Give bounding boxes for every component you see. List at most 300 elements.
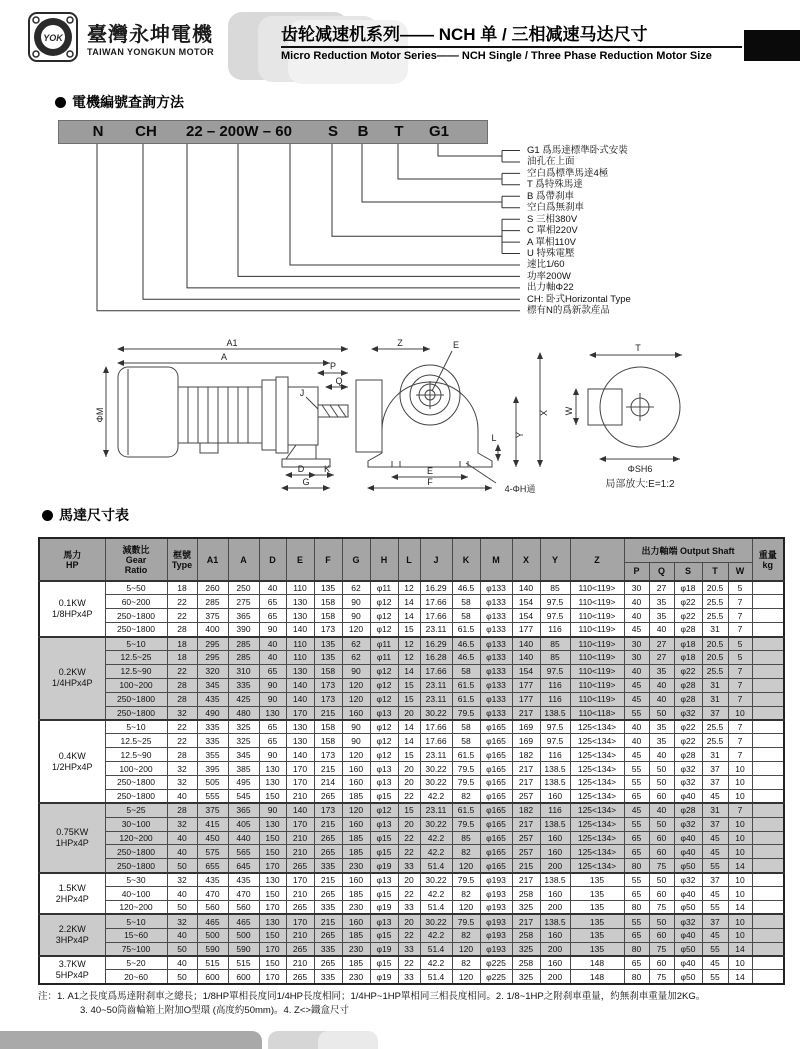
dimension-cell: 40 xyxy=(624,595,649,609)
dimension-cell: 138.5 xyxy=(540,914,570,928)
dimension-cell: 30 xyxy=(624,650,649,664)
dimension-cell: 65 xyxy=(259,734,286,748)
dimension-cell: 37 xyxy=(702,706,728,720)
dimension-cell: 7 xyxy=(728,803,752,817)
dimension-cell: 22 xyxy=(398,845,420,859)
dimension-cell: 55 xyxy=(702,859,728,873)
dimension-cell: 325 xyxy=(228,734,259,748)
dimension-cell: 42.2 xyxy=(420,928,452,942)
dimension-cell xyxy=(752,678,784,692)
dimension-cell: 65 xyxy=(259,664,286,678)
bullet-icon xyxy=(42,510,53,521)
dimension-cell: φ133 xyxy=(480,706,512,720)
dimension-drawings xyxy=(0,335,800,500)
dimension-cell: 75 xyxy=(649,970,674,984)
dimension-cell xyxy=(752,942,784,956)
dimension-cell: 140 xyxy=(286,678,314,692)
dimension-cell: 51.4 xyxy=(420,859,452,873)
model-code-segment: CH xyxy=(135,123,157,140)
dimension-cell: 335 xyxy=(314,900,342,914)
dimension-cell: 495 xyxy=(228,775,259,789)
dimension-cell: 120 xyxy=(452,859,480,873)
dimension-cell: 185 xyxy=(342,845,370,859)
dimension-cell: 58 xyxy=(452,734,480,748)
dimension-cell: 140 xyxy=(286,803,314,817)
dimension-cell: 214 xyxy=(314,775,342,789)
dimension-cell xyxy=(752,928,784,942)
dimension-cell: 80 xyxy=(624,859,649,873)
dimension-cell: 35 xyxy=(649,734,674,748)
dimension-cell: 215 xyxy=(314,817,342,831)
dimension-cell: 285 xyxy=(228,650,259,664)
table-row xyxy=(39,595,784,609)
dimension-cell: 14 xyxy=(728,859,752,873)
dimension-cell: φ28 xyxy=(674,623,702,637)
dimension-cell: 22 xyxy=(398,928,420,942)
dimension-cell: 23.11 xyxy=(420,748,452,762)
dimension-cell: 20~60 xyxy=(105,970,167,984)
dimension-cell: 79.5 xyxy=(452,706,480,720)
dimension-cell: 169 xyxy=(512,720,540,734)
dimension-cell: 257 xyxy=(512,831,540,845)
dim-label-d: D xyxy=(297,464,305,474)
dimension-cell: 295 xyxy=(197,637,228,651)
dimension-cell: 210 xyxy=(286,928,314,942)
dimension-cell: 130 xyxy=(286,664,314,678)
dimension-cell: 125<134> xyxy=(570,720,624,734)
dimension-cell: 37 xyxy=(702,817,728,831)
dimension-cell: 10 xyxy=(728,956,752,970)
dimension-cell: 173 xyxy=(314,623,342,637)
dimension-cell: 40 xyxy=(649,748,674,762)
dimension-cell: 130 xyxy=(259,706,286,720)
dimension-cell: 40 xyxy=(167,789,197,803)
dim-label-t: T xyxy=(635,343,641,353)
dimension-cell: 160 xyxy=(342,775,370,789)
dimension-cell: 560 xyxy=(228,900,259,914)
dimension-cell xyxy=(752,706,784,720)
table-row xyxy=(39,664,784,678)
dimension-cell xyxy=(752,748,784,762)
dimension-cell: φ133 xyxy=(480,678,512,692)
dimension-cell: 50 xyxy=(649,914,674,928)
dimension-cell: 345 xyxy=(197,678,228,692)
dimension-cell: 7 xyxy=(728,623,752,637)
dimension-cell: 230 xyxy=(342,942,370,956)
dimension-cell xyxy=(752,623,784,637)
dimension-cell: 18 xyxy=(167,650,197,664)
dim-label-hole: 4-ΦH通 xyxy=(504,484,536,494)
dimension-cell: 465 xyxy=(228,914,259,928)
dimension-cell: 125<134> xyxy=(570,762,624,776)
dimension-cell: 120~200 xyxy=(105,900,167,914)
dimension-cell: 116 xyxy=(540,692,570,706)
dimension-cell: 116 xyxy=(540,748,570,762)
dimension-cell: 16.29 xyxy=(420,581,452,595)
title-divider xyxy=(281,46,742,48)
dimension-cell: 210 xyxy=(286,887,314,901)
dimension-cell: 61.5 xyxy=(452,803,480,817)
dimension-cell: 185 xyxy=(342,928,370,942)
dimension-cell: 215 xyxy=(314,706,342,720)
dimension-cell: φ19 xyxy=(370,859,398,873)
dimension-cell: 27 xyxy=(649,637,674,651)
dimension-cell: 260 xyxy=(197,581,228,595)
dimension-cell: 31 xyxy=(702,692,728,706)
table-row xyxy=(39,845,784,859)
dimension-cell: φ165 xyxy=(480,817,512,831)
dimension-cell: 23.11 xyxy=(420,803,452,817)
model-code-segment: 22 – 200W – 60 xyxy=(186,123,292,140)
table-row xyxy=(39,692,784,706)
dimension-cell: 18 xyxy=(167,581,197,595)
dimension-cell: 51.4 xyxy=(420,942,452,956)
dimension-cell: 82 xyxy=(452,887,480,901)
dimension-cell: φ40 xyxy=(674,831,702,845)
dimension-cell: 20 xyxy=(398,706,420,720)
dimension-cell: 160 xyxy=(540,831,570,845)
dimension-cell: 40 xyxy=(624,609,649,623)
dimension-cell: 50 xyxy=(167,970,197,984)
dimension-cell: 395 xyxy=(197,762,228,776)
dimension-cell: 40 xyxy=(624,734,649,748)
dimension-cell: 150 xyxy=(259,956,286,970)
table-row xyxy=(39,581,784,595)
dimension-cell: 28 xyxy=(167,803,197,817)
dimension-cell: 90 xyxy=(259,623,286,637)
dimension-cell: 125<134> xyxy=(570,803,624,817)
dimension-cell: 31 xyxy=(702,678,728,692)
dimension-cell: 51.4 xyxy=(420,900,452,914)
footnotes xyxy=(38,990,788,1018)
header-black-tab xyxy=(744,30,800,61)
dimension-cell: 14 xyxy=(398,664,420,678)
model-code-segment: B xyxy=(357,123,369,140)
col-header-type: 框號 Type xyxy=(167,538,197,581)
footer-banner-echo xyxy=(318,1031,378,1049)
dimension-cell: φ40 xyxy=(674,887,702,901)
dimension-cell: φ193 xyxy=(480,873,512,887)
dimension-cell: 65 xyxy=(259,720,286,734)
dimension-cell xyxy=(752,581,784,595)
dimension-cell: φ133 xyxy=(480,650,512,664)
power-group-cell: 0.4KW 1/2HPx4P xyxy=(39,720,105,803)
dimension-cell: 20 xyxy=(398,873,420,887)
dimension-cell: φ18 xyxy=(674,650,702,664)
dimension-cell: 250~1800 xyxy=(105,789,167,803)
dimension-cell: 45 xyxy=(702,928,728,942)
dimension-cell: 85 xyxy=(540,650,570,664)
dimension-cell: 17.66 xyxy=(420,595,452,609)
dimension-cell: 590 xyxy=(228,942,259,956)
table-row xyxy=(39,678,784,692)
col-header-dim: Y xyxy=(540,538,570,581)
dimension-cell: 215 xyxy=(512,859,540,873)
dimension-cell: 500 xyxy=(197,928,228,942)
col-header-dim: M xyxy=(480,538,512,581)
legend-item: 空白爲無刹車 xyxy=(527,202,585,214)
dimension-cell: 116 xyxy=(540,678,570,692)
dimension-cell: 515 xyxy=(228,956,259,970)
dimension-cell: 20 xyxy=(398,817,420,831)
power-group-cell: 1.5KW 2HPx4P xyxy=(39,873,105,915)
table-row xyxy=(39,873,784,887)
dimension-cell: 7 xyxy=(728,734,752,748)
dimension-cell: 79.5 xyxy=(452,762,480,776)
dimension-cell: 160 xyxy=(540,956,570,970)
dimension-cell: φ165 xyxy=(480,734,512,748)
dimension-cell: 435 xyxy=(228,873,259,887)
dimension-cell: φ15 xyxy=(370,928,398,942)
dimension-cell: 45 xyxy=(624,678,649,692)
dimension-cell xyxy=(752,914,784,928)
legend-item: B 爲帶刹車 xyxy=(527,190,574,202)
dimension-cell: φ11 xyxy=(370,637,398,651)
dimension-cell: φ13 xyxy=(370,775,398,789)
dimension-cell: 45 xyxy=(624,748,649,762)
dimension-cell: 79.5 xyxy=(452,775,480,789)
dimension-cell: 335 xyxy=(197,720,228,734)
power-group-cell: 0.1KW 1/8HPx4P xyxy=(39,581,105,637)
dimension-cell: 25.5 xyxy=(702,734,728,748)
dimension-cell: φ32 xyxy=(674,914,702,928)
dimension-cell: φ11 xyxy=(370,581,398,595)
dimension-cell: 575 xyxy=(197,845,228,859)
dimension-cell: 7 xyxy=(728,692,752,706)
dim-label-e-bot: E xyxy=(426,466,434,476)
dimension-cell: 42.2 xyxy=(420,845,452,859)
dimension-cell: 110 xyxy=(286,650,314,664)
dimension-cell: 33 xyxy=(398,970,420,984)
dimension-cell: 45 xyxy=(624,623,649,637)
dimension-cell: 85 xyxy=(540,581,570,595)
dimension-cell: 170 xyxy=(259,970,286,984)
dimension-cell: φ133 xyxy=(480,595,512,609)
dimension-cell: 138.5 xyxy=(540,817,570,831)
dimension-cell: 55 xyxy=(702,970,728,984)
dimension-cell: 40 xyxy=(624,720,649,734)
dimension-cell: φ22 xyxy=(674,609,702,623)
table-row xyxy=(39,831,784,845)
dimension-cell: 110<119> xyxy=(570,664,624,678)
dimension-cell: φ165 xyxy=(480,789,512,803)
dimension-cell: φ13 xyxy=(370,706,398,720)
dimension-cell: φ15 xyxy=(370,845,398,859)
dimension-cell: 65 xyxy=(259,609,286,623)
dimension-cell: 215 xyxy=(314,914,342,928)
dimension-cell: 35 xyxy=(649,609,674,623)
dimension-cell: 33 xyxy=(398,900,420,914)
table-row xyxy=(39,900,784,914)
dimension-cell: 40 xyxy=(649,803,674,817)
dimension-cell: 345 xyxy=(228,748,259,762)
dimension-cell: 97.5 xyxy=(540,609,570,623)
col-header-dim: D xyxy=(259,538,286,581)
dimension-cell: φ22 xyxy=(674,664,702,678)
dimension-cell: 135 xyxy=(314,650,342,664)
dimension-cell: 130 xyxy=(286,720,314,734)
dimension-cell: 23.11 xyxy=(420,692,452,706)
dimension-cell: 250~1800 xyxy=(105,845,167,859)
dimension-cell: 158 xyxy=(314,734,342,748)
dimension-cell: 185 xyxy=(342,887,370,901)
dimension-cell: 32 xyxy=(167,914,197,928)
dimension-cell: φ133 xyxy=(480,664,512,678)
dimension-cell: 45 xyxy=(702,789,728,803)
dimension-cell: 116 xyxy=(540,623,570,637)
dimension-cell: 55 xyxy=(624,817,649,831)
dimension-cell: 14 xyxy=(398,734,420,748)
dimension-cell: 110<118> xyxy=(570,706,624,720)
dimension-cell: 28 xyxy=(167,748,197,762)
power-group-cell: 0.2KW 1/4HPx4P xyxy=(39,637,105,720)
dimension-cell: 435 xyxy=(197,692,228,706)
dimension-cell: 80 xyxy=(624,942,649,956)
table-row xyxy=(39,970,784,984)
dimension-cell: 335 xyxy=(197,734,228,748)
legend-item: 空白爲標準馬達4極 xyxy=(527,167,609,179)
dimension-cell: 31 xyxy=(702,803,728,817)
dimension-cell: 138.5 xyxy=(540,706,570,720)
dimension-cell: 217 xyxy=(512,706,540,720)
dimension-cell: 90 xyxy=(259,692,286,706)
section-heading-label: 電機編號查詢方法 xyxy=(72,94,184,110)
dimension-cell: 30.22 xyxy=(420,817,452,831)
dimension-cell: 7 xyxy=(728,720,752,734)
dimension-cell: 12 xyxy=(398,637,420,651)
dimension-cell: 325 xyxy=(512,970,540,984)
table-row xyxy=(39,928,784,942)
page-title: 齿轮减速机系列—— NCH 单 / 三相减速马达尺寸 xyxy=(281,25,648,44)
dimension-cell: 58 xyxy=(452,595,480,609)
dimension-cell: 160 xyxy=(540,887,570,901)
dimension-cell: 435 xyxy=(197,873,228,887)
dimension-cell: 7 xyxy=(728,595,752,609)
dimension-cell: 320 xyxy=(197,664,228,678)
table-row xyxy=(39,748,784,762)
dimension-cell: 160 xyxy=(342,706,370,720)
dimension-cell: 14 xyxy=(398,609,420,623)
dimension-cell: 230 xyxy=(342,900,370,914)
dimension-cell: 210 xyxy=(286,845,314,859)
col-header-dim: A1 xyxy=(197,538,228,581)
dimension-cell: 37 xyxy=(702,775,728,789)
dimension-cell: 40 xyxy=(649,623,674,637)
dim-label-x: X xyxy=(539,409,549,417)
dimension-cell: 12.5~90 xyxy=(105,748,167,762)
dimension-cell: 470 xyxy=(228,887,259,901)
dimension-cell: 22 xyxy=(398,789,420,803)
dimension-cell: 135 xyxy=(314,637,342,651)
dimension-cell: 158 xyxy=(314,609,342,623)
dimension-cell: 170 xyxy=(259,900,286,914)
col-header-dim: J xyxy=(420,538,452,581)
dimension-cell: 85 xyxy=(540,637,570,651)
dimension-cell: φ40 xyxy=(674,928,702,942)
table-row xyxy=(39,734,784,748)
dimension-cell: 110<119> xyxy=(570,609,624,623)
dimension-cell: 265 xyxy=(286,942,314,956)
dimension-cell: 12 xyxy=(398,650,420,664)
dimension-cell: 138.5 xyxy=(540,762,570,776)
dimension-cell: 470 xyxy=(197,887,228,901)
legend-item: A 單相110V xyxy=(527,236,576,248)
dimension-cell: 450 xyxy=(197,831,228,845)
dimension-cell: 60~200 xyxy=(105,595,167,609)
dimension-cell: 120 xyxy=(342,623,370,637)
dimension-cell: φ12 xyxy=(370,664,398,678)
col-header-shaft: P xyxy=(624,562,649,581)
dimension-cell: 60 xyxy=(649,956,674,970)
dimension-cell: 125<134> xyxy=(570,775,624,789)
table-row xyxy=(39,775,784,789)
dimension-cell: 5~30 xyxy=(105,873,167,887)
dimension-cell: 217 xyxy=(512,914,540,928)
dimension-cell: 265 xyxy=(314,845,342,859)
dimension-cell: 15~60 xyxy=(105,928,167,942)
legend-item: C 單相220V xyxy=(527,225,578,237)
dimension-cell: 17.66 xyxy=(420,609,452,623)
dim-label-g: G xyxy=(302,477,310,487)
dimension-cell: φ15 xyxy=(370,887,398,901)
dimension-cell: 75 xyxy=(649,900,674,914)
dimension-cell: 28 xyxy=(167,623,197,637)
dimension-cell: 60 xyxy=(649,887,674,901)
dimension-cell: 14 xyxy=(728,942,752,956)
legend-item: U 特殊電壓 xyxy=(527,247,575,259)
dimension-cell: φ13 xyxy=(370,817,398,831)
dimension-cell: 40 xyxy=(259,637,286,651)
dim-label-k: K xyxy=(323,464,331,474)
dimension-cell: 250 xyxy=(228,581,259,595)
dimension-cell: 217 xyxy=(512,762,540,776)
dimension-cell: 120 xyxy=(452,942,480,956)
dimension-cell: 10 xyxy=(728,762,752,776)
dimension-cell: 120 xyxy=(342,748,370,762)
dimension-cell: 42.2 xyxy=(420,789,452,803)
dimension-cell: φ40 xyxy=(674,789,702,803)
dimension-cell: 110<119> xyxy=(570,581,624,595)
dimension-cell: 32 xyxy=(167,762,197,776)
dimension-cell: 125<134> xyxy=(570,748,624,762)
dimension-cell: φ50 xyxy=(674,859,702,873)
table-row xyxy=(39,706,784,720)
dimension-cell: 15 xyxy=(398,678,420,692)
dim-label-a1: A1 xyxy=(226,338,238,348)
power-group-cell: 2.2KW 3HPx4P xyxy=(39,914,105,956)
dimension-cell: 65 xyxy=(624,887,649,901)
footer-banner xyxy=(0,1031,262,1049)
dim-label-f: F xyxy=(427,477,433,487)
dimension-cell xyxy=(752,664,784,678)
dimension-cell: 40 xyxy=(167,845,197,859)
dimension-cell: 173 xyxy=(314,678,342,692)
dimension-cell: φ40 xyxy=(674,845,702,859)
dimension-cell: 31 xyxy=(702,623,728,637)
dimension-cell: 120 xyxy=(452,970,480,984)
dimension-cell: 325 xyxy=(228,720,259,734)
dimension-cell: 16.28 xyxy=(420,650,452,664)
dimension-cell: 42.2 xyxy=(420,887,452,901)
dimension-cell: 65 xyxy=(624,928,649,942)
dimension-cell: 135 xyxy=(570,928,624,942)
dimension-cell: 170 xyxy=(286,762,314,776)
dimension-cell: 100~200 xyxy=(105,762,167,776)
col-header-hp: 馬力 HP xyxy=(39,538,105,581)
dimension-cell: 22 xyxy=(167,734,197,748)
dimension-cell: 35 xyxy=(649,720,674,734)
dimension-cell: φ165 xyxy=(480,748,512,762)
